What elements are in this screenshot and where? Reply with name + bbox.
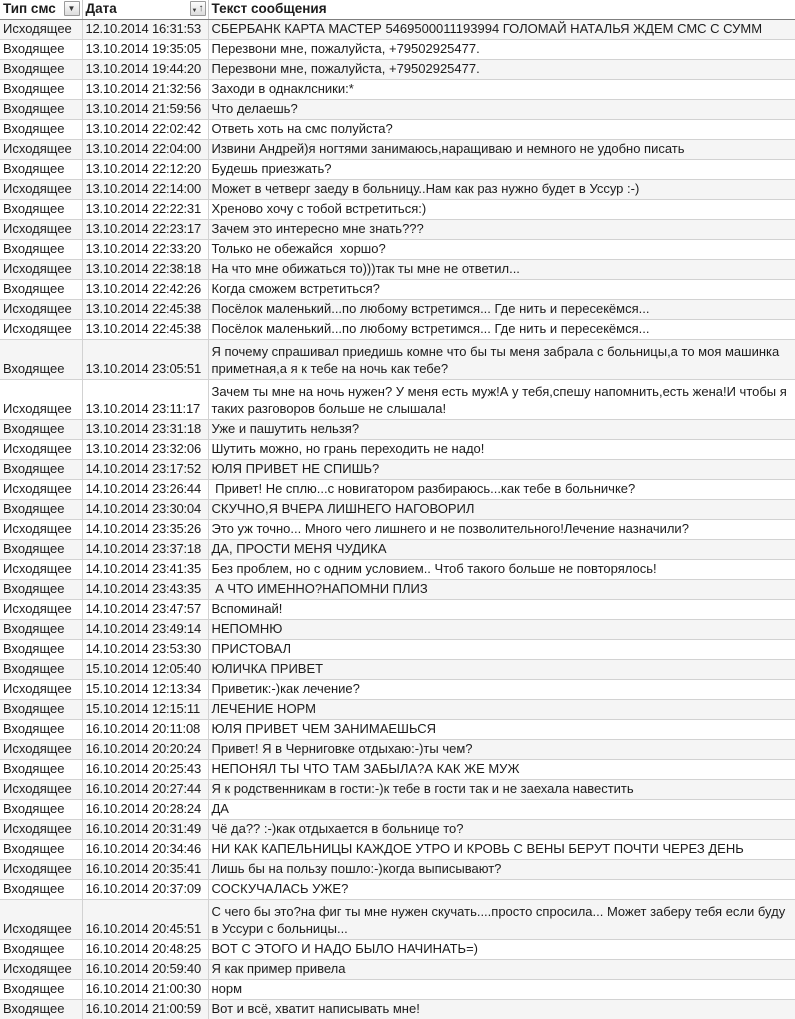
cell-date[interactable]: 13.10.2014 23:11:17: [82, 379, 208, 419]
cell-text[interactable]: Я как пример привела: [208, 959, 795, 979]
table-row: [0, 599, 795, 619]
cell-type[interactable]: Входящее: [0, 939, 82, 959]
cell-type[interactable]: Исходящее: [0, 299, 82, 319]
cell-date[interactable]: 16.10.2014 20:31:49: [82, 819, 208, 839]
cell-type[interactable]: Входящее: [0, 839, 82, 859]
cell-text[interactable]: Посёлок маленький...по любому встретимся... Где нить и пересекёмся...: [208, 299, 795, 319]
cell-date[interactable]: 13.10.2014 22:04:00: [82, 139, 208, 159]
cell-text[interactable]: Вспоминай!: [208, 599, 795, 619]
cell-type[interactable]: Входящее: [0, 719, 82, 739]
cell-text[interactable]: СКУЧНО,Я ВЧЕРА ЛИШНЕГО НАГОВОРИЛ: [208, 499, 795, 519]
cell-type[interactable]: Исходящее: [0, 959, 82, 979]
table-row: [0, 379, 795, 419]
cell-date[interactable]: 13.10.2014 21:32:56: [82, 79, 208, 99]
cell-date[interactable]: 14.10.2014 23:26:44: [82, 479, 208, 499]
cell-text[interactable]: Уже и пашутить нельзя?: [208, 419, 795, 439]
cell-type[interactable]: Исходящее: [0, 179, 82, 199]
table-row: [0, 79, 795, 99]
cell-type[interactable]: Входящее: [0, 979, 82, 999]
cell-date[interactable]: 16.10.2014 20:45:51: [82, 899, 208, 939]
cell-text[interactable]: Привет! Не сплю...с новигатором разбираюсь...как тебе в больничке?: [208, 479, 795, 499]
table-row: [0, 339, 795, 379]
table-row: [0, 559, 795, 579]
cell-type[interactable]: Входящее: [0, 159, 82, 179]
table-row: [0, 939, 795, 959]
chevron-down-icon: ▼: [191, 8, 198, 15]
cell-type[interactable]: Входящее: [0, 99, 82, 119]
table-row: [0, 899, 795, 939]
cell-date[interactable]: 16.10.2014 20:34:46: [82, 839, 208, 859]
cell-text[interactable]: НИ КАК КАПЕЛЬНИЦЫ КАЖДОЕ УТРО И КРОВЬ С ВЕНЫ БЕРУТ ПОЧТИ ЧЕРЕЗ ДЕНЬ: [208, 839, 795, 859]
cell-date[interactable]: 13.10.2014 23:05:51: [82, 339, 208, 379]
cell-type[interactable]: Исходящее: [0, 819, 82, 839]
cell-text[interactable]: Может в четверг заеду в больницу..Нам как раз нужно будет в Уссур :-): [208, 179, 795, 199]
table-body: [0, 19, 795, 1019]
cell-date[interactable]: 13.10.2014 23:32:06: [82, 439, 208, 459]
cell-text[interactable]: Перезвони мне, пожалуйста, +79502925477.: [208, 39, 795, 59]
table-row: [0, 419, 795, 439]
cell-text[interactable]: Привет! Я в Черниговке отдыхаю:-)ты чем?: [208, 739, 795, 759]
cell-date[interactable]: 13.10.2014 22:23:17: [82, 219, 208, 239]
cell-text[interactable]: СОСКУЧАЛАСЬ УЖЕ?: [208, 879, 795, 899]
table-row: [0, 199, 795, 219]
table-row: [0, 739, 795, 759]
cell-text[interactable]: Без проблем, но с одним условием.. Чтоб такого больше не повторялось!: [208, 559, 795, 579]
cell-type[interactable]: Входящее: [0, 619, 82, 639]
cell-date[interactable]: 14.10.2014 23:49:14: [82, 619, 208, 639]
cell-text[interactable]: Хреново хочу с тобой встретиться:): [208, 199, 795, 219]
cell-date[interactable]: 13.10.2014 22:12:20: [82, 159, 208, 179]
cell-type[interactable]: Исходящее: [0, 259, 82, 279]
cell-date[interactable]: 16.10.2014 21:00:30: [82, 979, 208, 999]
cell-type[interactable]: Исходящее: [0, 779, 82, 799]
table-row: [0, 779, 795, 799]
cell-date[interactable]: 13.10.2014 21:59:56: [82, 99, 208, 119]
header-cell-text[interactable]: [208, 0, 795, 19]
cell-text[interactable]: Зачем ты мне на ночь нужен? У меня есть муж!А у тебя,спешу напомнить,есть жена!И чтобы я таких разговоров больше не слышала!: [208, 379, 795, 419]
cell-text[interactable]: На что мне обижаться то)))так ты мне не ответил...: [208, 259, 795, 279]
sort-ascending-icon: ↑: [198, 2, 204, 14]
filter-dropdown-button[interactable]: [64, 1, 80, 16]
table-row: [0, 519, 795, 539]
cell-text[interactable]: Когда сможем встретиться?: [208, 279, 795, 299]
cell-date[interactable]: 13.10.2014 22:33:20: [82, 239, 208, 259]
cell-type[interactable]: Исходящее: [0, 519, 82, 539]
table-row: [0, 179, 795, 199]
cell-type[interactable]: Входящее: [0, 199, 82, 219]
cell-type[interactable]: Входящее: [0, 759, 82, 779]
cell-text[interactable]: ЮЛЯ ПРИВЕТ ЧЕМ ЗАНИМАЕШЬСЯ: [208, 719, 795, 739]
cell-date[interactable]: 16.10.2014 20:20:24: [82, 739, 208, 759]
cell-text[interactable]: С чего бы это?на фиг ты мне нужен скучать....просто спросила... Может заберу тебя если буду в Уссури с больницы...: [208, 899, 795, 939]
cell-date[interactable]: 16.10.2014 20:37:09: [82, 879, 208, 899]
cell-type[interactable]: Исходящее: [0, 439, 82, 459]
table-row: [0, 259, 795, 279]
cell-type[interactable]: Исходящее: [0, 559, 82, 579]
cell-date[interactable]: 13.10.2014 19:35:05: [82, 39, 208, 59]
cell-type[interactable]: Входящее: [0, 79, 82, 99]
cell-date[interactable]: 13.10.2014 22:22:31: [82, 199, 208, 219]
table-row: [0, 539, 795, 559]
cell-text[interactable]: Шутить можно, но грань переходить не надо!: [208, 439, 795, 459]
cell-type[interactable]: Исходящее: [0, 739, 82, 759]
sort-filter-button[interactable]: [190, 1, 206, 16]
cell-type[interactable]: Входящее: [0, 579, 82, 599]
cell-type[interactable]: Входящее: [0, 39, 82, 59]
cell-date[interactable]: 15.10.2014 12:13:34: [82, 679, 208, 699]
cell-type[interactable]: Входящее: [0, 459, 82, 479]
table-row: [0, 439, 795, 459]
cell-text[interactable]: ДА: [208, 799, 795, 819]
cell-text[interactable]: СБЕРБАНК КАРТА МАСТЕР 5469500011193994 ГОЛОМАЙ НАТАЛЬЯ ЖДЕМ СМС С СУММ: [208, 19, 795, 39]
cell-type[interactable]: Входящее: [0, 499, 82, 519]
cell-date[interactable]: 13.10.2014 22:45:38: [82, 299, 208, 319]
chevron-down-icon: ▼: [67, 3, 76, 13]
table-row: [0, 799, 795, 819]
cell-date[interactable]: 14.10.2014 23:17:52: [82, 459, 208, 479]
table-row: [0, 979, 795, 999]
cell-text[interactable]: Я к родственникам в гости:-)к тебе в гости так и не заехала навестить: [208, 779, 795, 799]
table-row: [0, 839, 795, 859]
cell-type[interactable]: Исходящее: [0, 479, 82, 499]
table-row: [0, 239, 795, 259]
table-row: [0, 679, 795, 699]
table-row: [0, 99, 795, 119]
cell-date[interactable]: 14.10.2014 23:41:35: [82, 559, 208, 579]
cell-date[interactable]: 14.10.2014 23:53:30: [82, 639, 208, 659]
table-row: [0, 119, 795, 139]
cell-type[interactable]: Входящее: [0, 799, 82, 819]
table-row: [0, 699, 795, 719]
cell-date[interactable]: 15.10.2014 12:15:11: [82, 699, 208, 719]
cell-date[interactable]: 16.10.2014 21:00:59: [82, 999, 208, 1019]
cell-date[interactable]: 13.10.2014 22:14:00: [82, 179, 208, 199]
cell-text[interactable]: Я почему спрашивал приедишь комне что бы ты меня забрала с больницы,а то моя машинка приметная,а я к тебе на ночь как тебе?: [208, 339, 795, 379]
cell-date[interactable]: 14.10.2014 23:43:35: [82, 579, 208, 599]
cell-type[interactable]: Входящее: [0, 659, 82, 679]
cell-date[interactable]: 16.10.2014 20:59:40: [82, 959, 208, 979]
cell-date[interactable]: 16.10.2014 20:35:41: [82, 859, 208, 879]
cell-date[interactable]: 14.10.2014 23:35:26: [82, 519, 208, 539]
cell-type[interactable]: Исходящее: [0, 599, 82, 619]
column-label-text: Текст сообщения: [211, 1, 327, 17]
cell-date[interactable]: 13.10.2014 22:45:38: [82, 319, 208, 339]
table-row: [0, 159, 795, 179]
cell-date[interactable]: 16.10.2014 20:11:08: [82, 719, 208, 739]
cell-text[interactable]: ЛЕЧЕНИЕ НОРМ: [208, 699, 795, 719]
table-row: [0, 459, 795, 479]
cell-text[interactable]: Только не обежайся хоршо?: [208, 239, 795, 259]
cell-type[interactable]: Исходящее: [0, 859, 82, 879]
table-row: [0, 859, 795, 879]
cell-date[interactable]: 13.10.2014 19:44:20: [82, 59, 208, 79]
cell-type[interactable]: Входящее: [0, 239, 82, 259]
table-row: [0, 999, 795, 1019]
cell-date[interactable]: 13.10.2014 22:38:18: [82, 259, 208, 279]
cell-date[interactable]: 13.10.2014 23:31:18: [82, 419, 208, 439]
cell-type[interactable]: Входящее: [0, 999, 82, 1019]
cell-text[interactable]: ПРИСТОВАЛ: [208, 639, 795, 659]
cell-date[interactable]: 14.10.2014 23:30:04: [82, 499, 208, 519]
cell-type[interactable]: Входящее: [0, 279, 82, 299]
cell-text[interactable]: Заходи в однаклсники:*: [208, 79, 795, 99]
cell-text[interactable]: норм: [208, 979, 795, 999]
cell-date[interactable]: 16.10.2014 20:27:44: [82, 779, 208, 799]
column-label-type: Тип смс: [3, 1, 56, 17]
column-label-date: Дата: [85, 1, 117, 17]
cell-date[interactable]: 14.10.2014 23:37:18: [82, 539, 208, 559]
cell-type[interactable]: Исходящее: [0, 319, 82, 339]
table-row: [0, 959, 795, 979]
cell-date[interactable]: 13.10.2014 22:02:42: [82, 119, 208, 139]
cell-text[interactable]: А ЧТО ИМЕННО?НАПОМНИ ПЛИЗ: [208, 579, 795, 599]
table-row: [0, 279, 795, 299]
cell-type[interactable]: Исходящее: [0, 899, 82, 939]
cell-type[interactable]: Входящее: [0, 339, 82, 379]
cell-date[interactable]: 16.10.2014 20:28:24: [82, 799, 208, 819]
cell-date[interactable]: 12.10.2014 16:31:53: [82, 19, 208, 39]
cell-date[interactable]: 16.10.2014 20:48:25: [82, 939, 208, 959]
table-row: [0, 879, 795, 899]
cell-text[interactable]: НЕПОНЯЛ ТЫ ЧТО ТАМ ЗАБЫЛА?А КАК ЖЕ МУЖ: [208, 759, 795, 779]
cell-type[interactable]: Исходящее: [0, 219, 82, 239]
cell-text[interactable]: Приветик:-)как лечение?: [208, 679, 795, 699]
table-row: [0, 759, 795, 779]
cell-text[interactable]: Что делаешь?: [208, 99, 795, 119]
table-row: [0, 579, 795, 599]
cell-type[interactable]: Исходящее: [0, 19, 82, 39]
header-cell-date[interactable]: [82, 0, 208, 19]
cell-text[interactable]: Это уж точно... Много чего лишнего и не позволительного!Лечение назначили?: [208, 519, 795, 539]
cell-text[interactable]: ЮЛИЧКА ПРИВЕТ: [208, 659, 795, 679]
cell-date[interactable]: 16.10.2014 20:25:43: [82, 759, 208, 779]
table-row: [0, 19, 795, 39]
table-row: [0, 639, 795, 659]
cell-text[interactable]: Вот и всё, хватит написывать мне!: [208, 999, 795, 1019]
cell-date[interactable]: 14.10.2014 23:47:57: [82, 599, 208, 619]
cell-text[interactable]: ДА, ПРОСТИ МЕНЯ ЧУДИКА: [208, 539, 795, 559]
cell-text[interactable]: ВОТ С ЭТОГО И НАДО БЫЛО НАЧИНАТЬ=): [208, 939, 795, 959]
table-row: [0, 659, 795, 679]
table-row: [0, 39, 795, 59]
table-row: [0, 59, 795, 79]
table-row: [0, 219, 795, 239]
cell-type[interactable]: Входящее: [0, 119, 82, 139]
cell-type[interactable]: Входящее: [0, 699, 82, 719]
cell-type[interactable]: Входящее: [0, 59, 82, 79]
cell-text[interactable]: ЮЛЯ ПРИВЕТ НЕ СПИШЬ?: [208, 459, 795, 479]
cell-text[interactable]: Чё да?? :-)как отдыхается в больнице то?: [208, 819, 795, 839]
table-row: [0, 299, 795, 319]
cell-type[interactable]: Входящее: [0, 419, 82, 439]
table-row: [0, 499, 795, 519]
table-row: [0, 319, 795, 339]
cell-text[interactable]: Перезвони мне, пожалуйста, +79502925477.: [208, 59, 795, 79]
table-row: [0, 139, 795, 159]
table-header: [0, 0, 795, 19]
cell-text[interactable]: Зачем это интересно мне знать???: [208, 219, 795, 239]
cell-type[interactable]: Входящее: [0, 879, 82, 899]
cell-type[interactable]: Исходящее: [0, 679, 82, 699]
cell-text[interactable]: НЕПОМНЮ: [208, 619, 795, 639]
header-cell-type[interactable]: [0, 0, 82, 19]
table-row: [0, 719, 795, 739]
cell-date[interactable]: 15.10.2014 12:05:40: [82, 659, 208, 679]
cell-type[interactable]: Исходящее: [0, 139, 82, 159]
cell-text[interactable]: Ответь хоть на смс полуйста?: [208, 119, 795, 139]
cell-type[interactable]: Исходящее: [0, 379, 82, 419]
table-row: [0, 619, 795, 639]
cell-text[interactable]: Будешь приезжать?: [208, 159, 795, 179]
cell-type[interactable]: Входящее: [0, 639, 82, 659]
cell-text[interactable]: Посёлок маленький...по любому встретимся... Где нить и пересекёмся...: [208, 319, 795, 339]
cell-text[interactable]: Извини Андрей)я ногтями занимаюсь,наращиваю и немного не удобно писать: [208, 139, 795, 159]
cell-text[interactable]: Лишь бы на пользу пошло:-)когда выписывают?: [208, 859, 795, 879]
cell-date[interactable]: 13.10.2014 22:42:26: [82, 279, 208, 299]
table-row: [0, 479, 795, 499]
cell-type[interactable]: Входящее: [0, 539, 82, 559]
table-row: [0, 819, 795, 839]
